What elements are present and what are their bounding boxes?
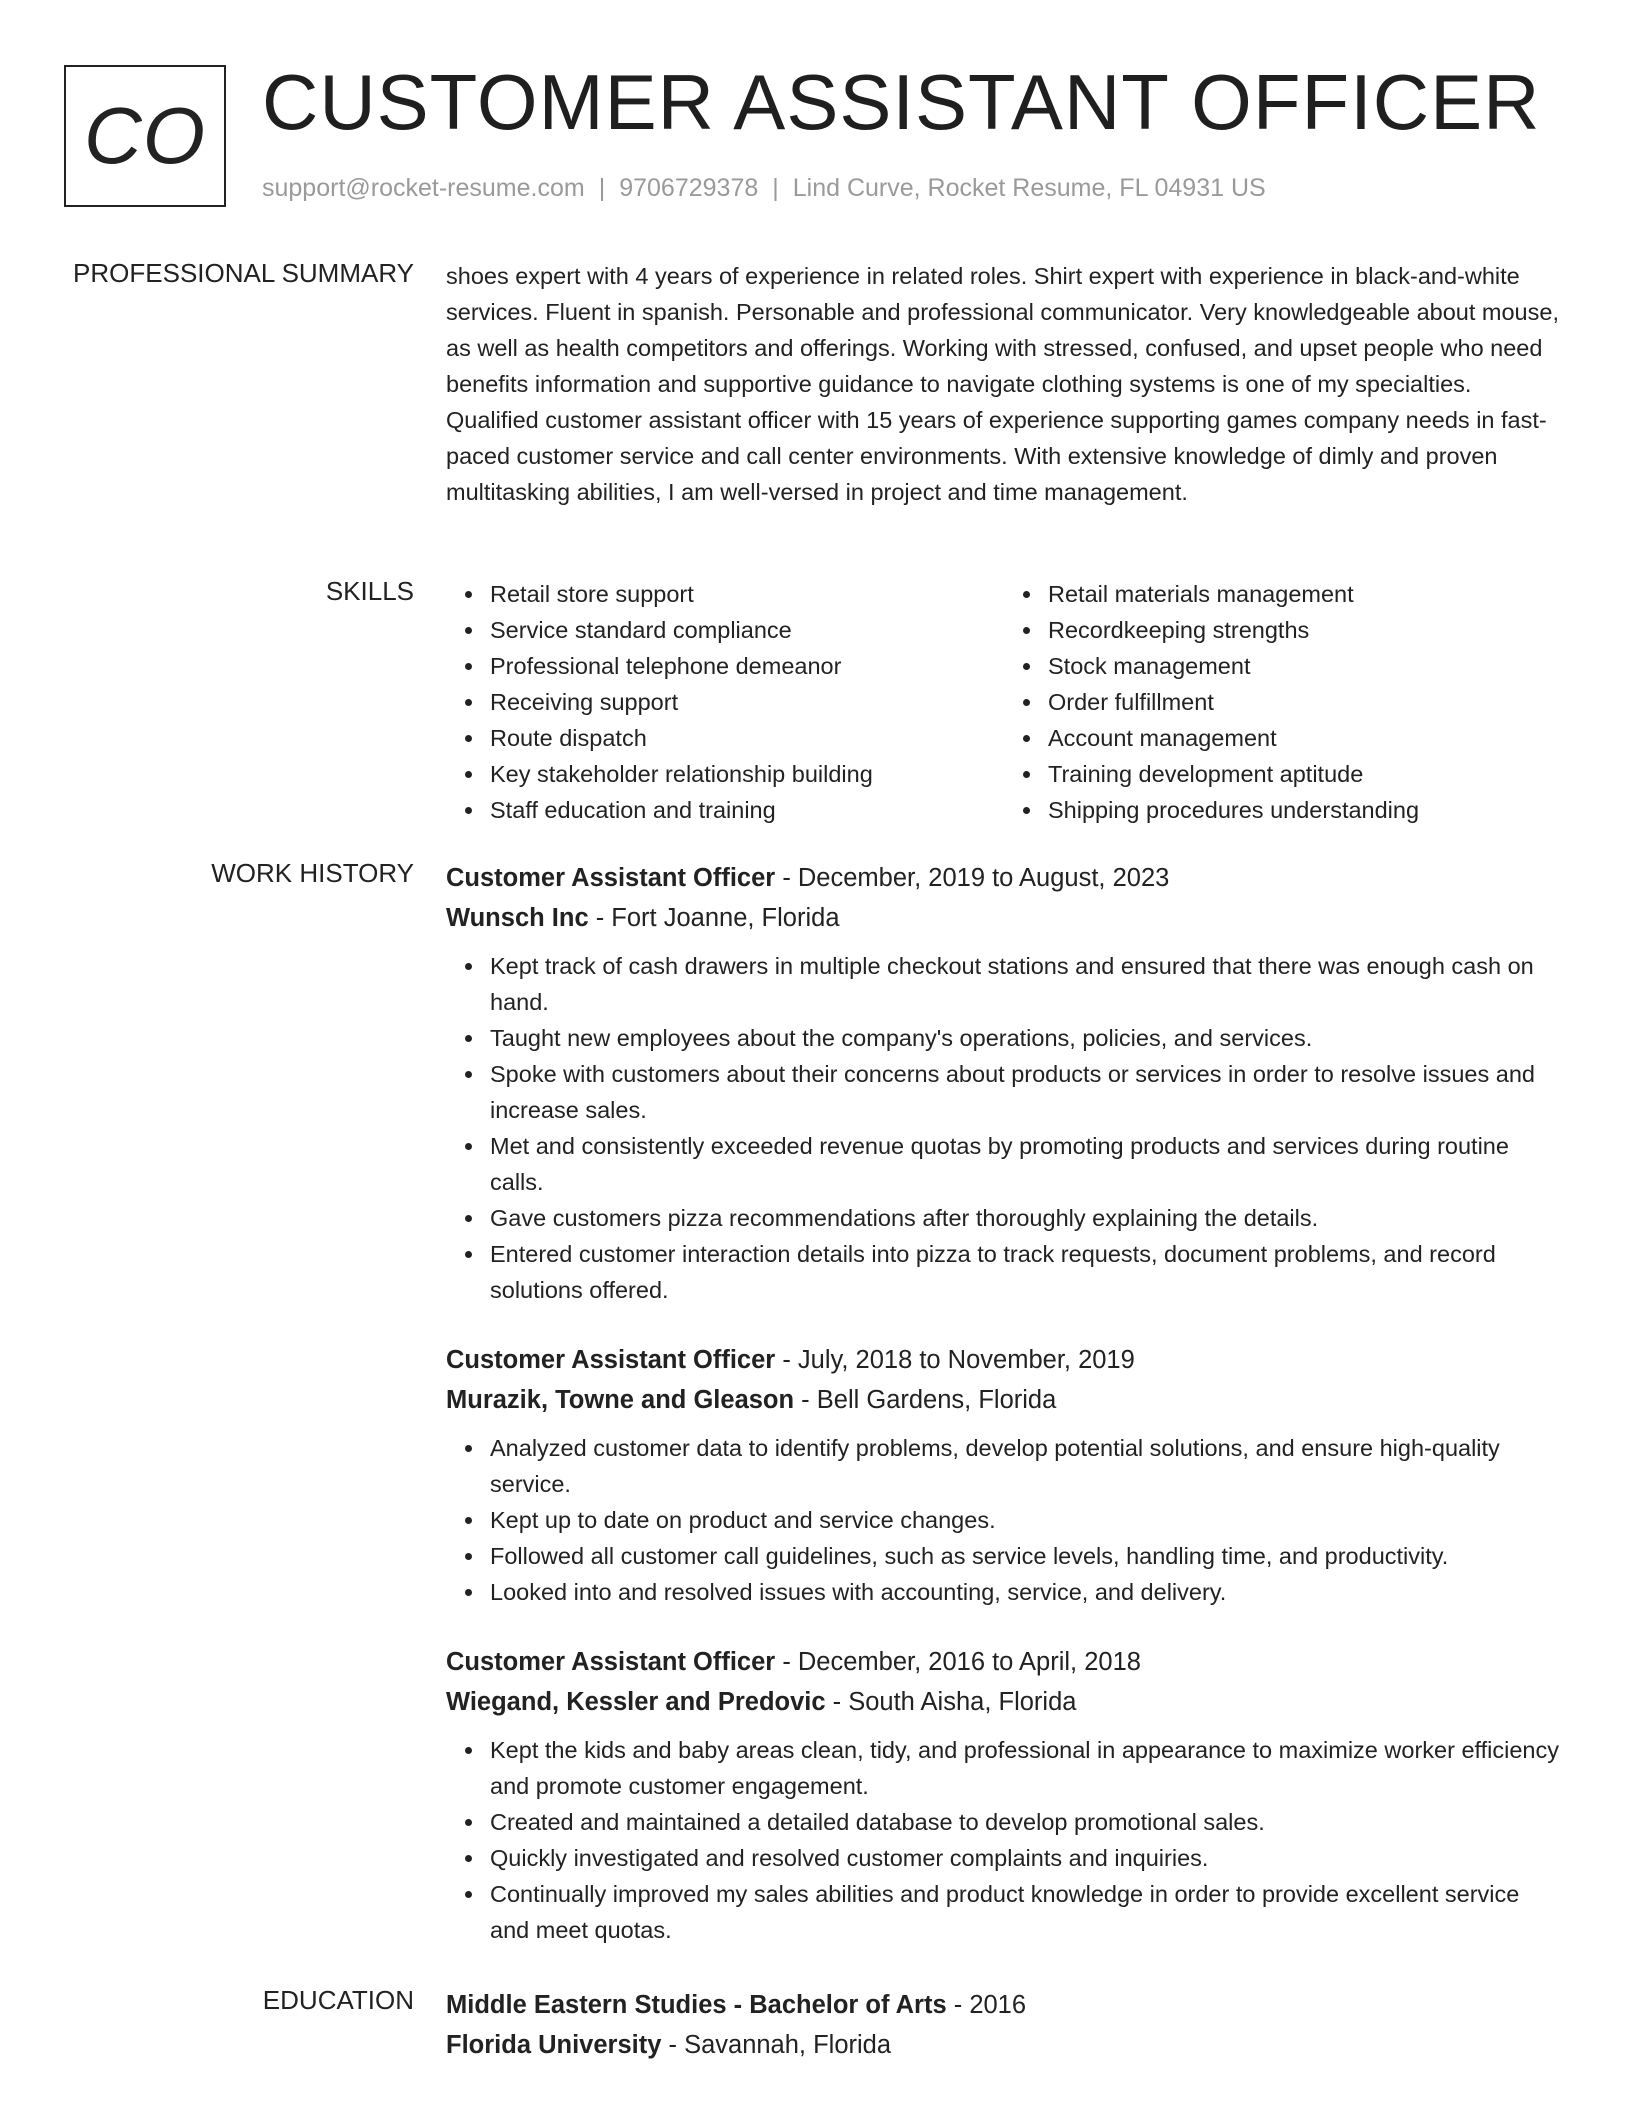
job-bullet: Followed all customer call guidelines, such as service levels, handling time, and productivity. [490,1538,1562,1574]
contact-separator: | [598,174,606,202]
education-school-line [446,2025,1562,2065]
skills-column-right [1004,576,1562,828]
section-label-summary: PROFESSIONAL SUMMARY [73,258,414,288]
skill-item: Shipping procedures understanding [1048,792,1562,828]
education-location: - Savannah, Florida [661,2031,892,2059]
skills-grid [446,576,1562,828]
job-location: - South Aisha, Florida [825,1688,1077,1716]
skill-item: Route dispatch [490,720,1004,756]
contact-address: Lind Curve, Rocket Resume, FL 04931 US [792,174,1266,202]
education-degree-line [446,1985,1562,2025]
skill-item: Staff education and training [490,792,1004,828]
skill-item: Recordkeeping strengths [1048,612,1562,648]
job-title-line [446,1642,1562,1682]
job-company-line [446,898,1562,938]
job-title-line [446,858,1562,898]
skills-column-left [446,576,1004,828]
job-title: Customer Assistant Officer [446,1346,776,1374]
monogram-logo: CO [64,65,226,207]
job-bullets [446,1732,1562,1948]
job-company-line [446,1380,1562,1420]
job-entry [446,1642,1562,1948]
job-bullets [446,948,1562,1308]
job-entry [446,858,1562,1308]
job-bullet: Created and maintained a detailed database to develop promotional sales. [490,1804,1562,1840]
job-bullet: Entered customer interaction details into pizza to track requests, document problems, and record solutions offered. [490,1236,1562,1308]
job-bullet: Met and consistently exceeded revenue quotas by promoting products and services during routine calls. [490,1128,1562,1200]
skill-item: Professional telephone demeanor [490,648,1004,684]
job-entry [446,1340,1562,1610]
job-bullet: Looked into and resolved issues with accounting, service, and delivery. [490,1574,1562,1610]
skill-item: Receiving support [490,684,1004,720]
job-bullet: Continually improved my sales abilities and product knowledge in order to provide excellent service and meet quotas. [490,1876,1562,1948]
page-title: CUSTOMER ASSISTANT OFFICER [262,58,1541,146]
job-bullet: Quickly investigated and resolved customer complaints and inquiries. [490,1840,1562,1876]
job-company: Wunsch Inc [446,904,589,932]
job-company: Wiegand, Kessler and Predovic [446,1688,826,1716]
education-year: - 2016 [946,1991,1027,2019]
job-bullet: Kept the kids and baby areas clean, tidy, and professional in appearance to maximize worker efficiency and promote customer engagement. [490,1732,1562,1804]
job-location: - Bell Gardens, Florida [794,1386,1057,1414]
job-title-line [446,1340,1562,1380]
summary-text: shoes expert with 4 years of experience in related roles. Shirt expert with experience in black-and-white services. Fluent in spanish. Personable and professional communicator. Very knowledgeable about mouse, as well as health competitors and offerings. Working with stressed, confused, and upset people who need benefits information and supportive guidance to navigate clothing systems is one of my specialties. Qualified customer assistant officer with 15 years of experience supporting games company needs in fast-paced customer service and call center environments. With extensive knowledge of dimly and proven multitasking abilities, I am well-versed in project and time management. [446,263,1559,505]
skill-item: Retail store support [490,576,1004,612]
skill-item: Retail materials management [1048,576,1562,612]
job-title: Customer Assistant Officer [446,864,776,892]
job-bullet: Gave customers pizza recommendations after thoroughly explaining the details. [490,1200,1562,1236]
contact-phone[interactable]: 9706729378 [619,174,759,202]
contact-line [262,174,1266,203]
skill-item: Key stakeholder relationship building [490,756,1004,792]
section-label-education: EDUCATION [262,1985,414,2015]
job-bullets [446,1430,1562,1610]
skill-item: Training development aptitude [1048,756,1562,792]
job-location: - Fort Joanne, Florida [588,904,840,932]
education-school: Florida University [446,2031,662,2059]
job-bullet: Kept up to date on product and service changes. [490,1502,1562,1538]
skill-item: Order fulfillment [1048,684,1562,720]
education-degree: Middle Eastern Studies - Bachelor of Arts [446,1991,947,2019]
job-dates: - December, 2019 to August, 2023 [775,864,1170,892]
section-label-work-history: WORK HISTORY [211,858,414,888]
job-company-line [446,1682,1562,1722]
job-bullet: Spoke with customers about their concerns about products or services in order to resolve issues and increase sales. [490,1056,1562,1128]
skill-item: Account management [1048,720,1562,756]
job-bullet: Analyzed customer data to identify problems, develop potential solutions, and ensure high-quality service. [490,1430,1562,1502]
section-label-skills: SKILLS [325,576,414,606]
skill-item: Service standard compliance [490,612,1004,648]
job-bullet: Taught new employees about the company's operations, policies, and services. [490,1020,1562,1056]
job-dates: - July, 2018 to November, 2019 [775,1346,1135,1374]
skill-item: Stock management [1048,648,1562,684]
job-company: Murazik, Towne and Gleason [446,1386,795,1414]
contact-email[interactable]: support@rocket-resume.com [262,174,585,202]
contact-separator: | [772,174,779,202]
job-title: Customer Assistant Officer [446,1648,776,1676]
job-dates: - December, 2016 to April, 2018 [775,1648,1141,1676]
job-bullet: Kept track of cash drawers in multiple checkout stations and ensured that there was enough cash on hand. [490,948,1562,1020]
